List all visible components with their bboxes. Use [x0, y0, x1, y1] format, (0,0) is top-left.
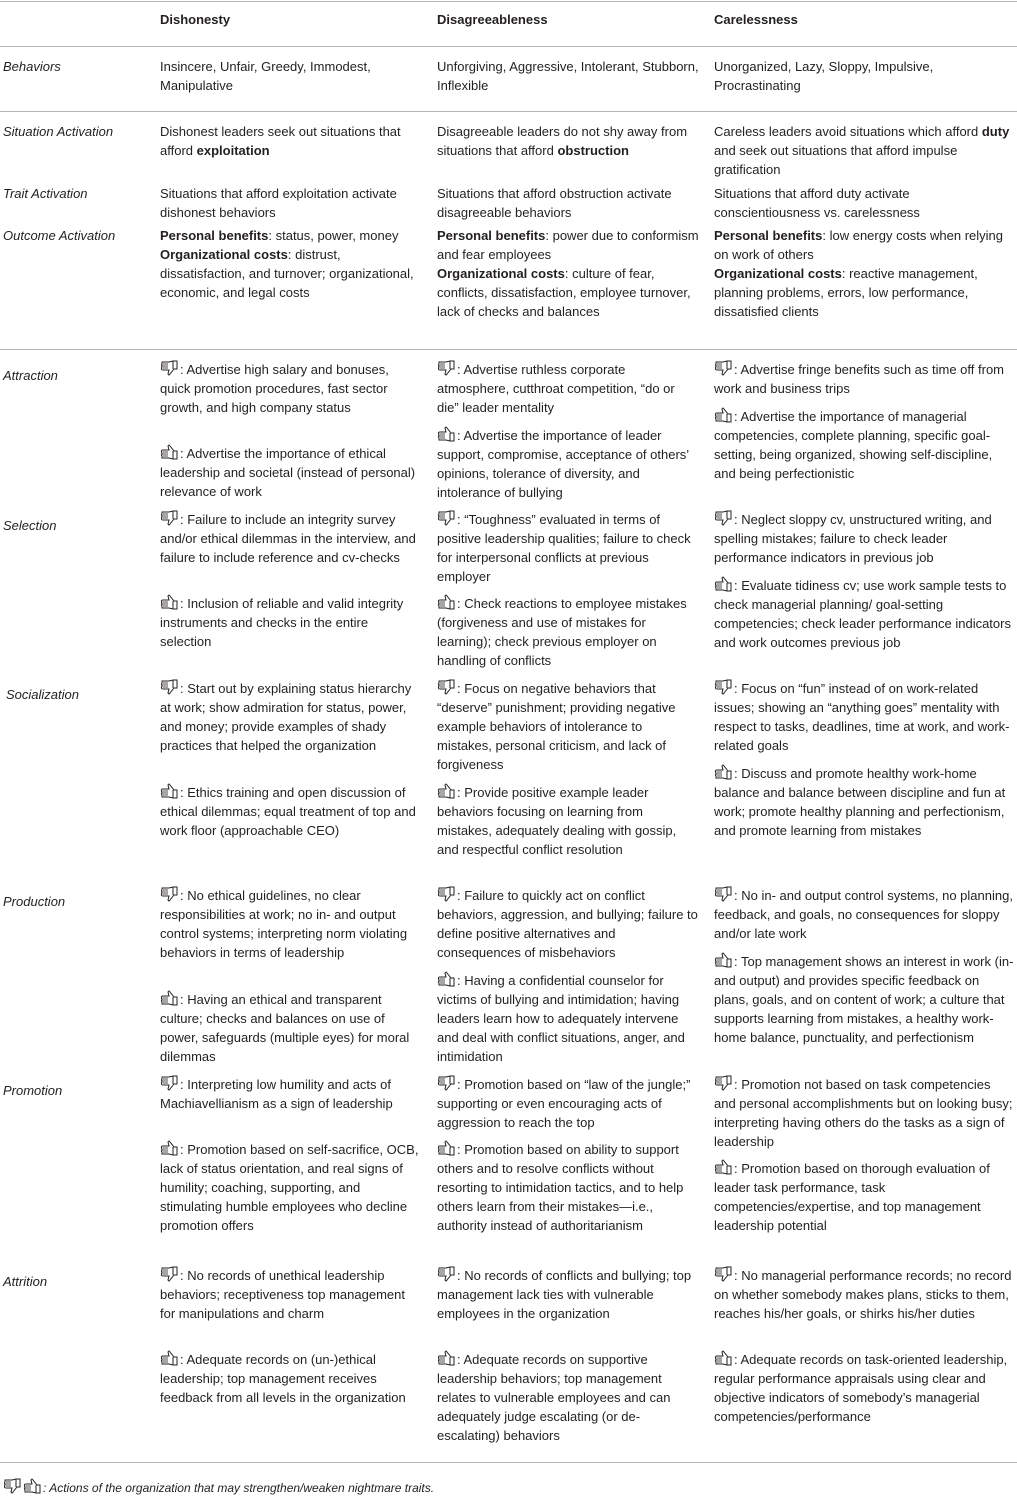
production-carelessness-down: [714, 886, 1014, 943]
promotion-carelessness-down-text: : Promotion not based on task competencies and personal accomplishments but on looking busy; interpreting having others do the tasks as a sign of leadership: [714, 1077, 1013, 1149]
thumbs-up-icon: [160, 1350, 180, 1366]
behaviors-carelessness: Unorganized, Lazy, Sloppy, Impulsive, Procrastinating: [714, 59, 934, 93]
costs-text: : distrust, dissatisfaction, and turnover; organizational, economic, and legal costs: [160, 247, 414, 300]
attraction-disagreeableness-up-text: : Advertise the importance of leader support, compromise, acceptance of others’ opinions, tolerance of diversity, and intolerance of bullying: [437, 428, 689, 500]
attrition-disagreeableness-up: [437, 1350, 699, 1445]
row-label-behaviors: Behaviors: [3, 59, 61, 74]
attraction-carelessness-up-text: : Advertise the importance of managerial competencies, complete planning, specific goal-setting, being organized, showing self-discipline, and being perfectionistic: [714, 409, 993, 481]
outcome-disagreeableness: [437, 226, 699, 321]
socialization-disagreeableness-down-text: : Focus on negative behaviors that “deserve” punishment; providing negative example behaviors of intolerance to mistakes, personal criticism, and lack of forgiveness: [437, 681, 676, 772]
costs-text: : reactive management, planning problems, errors, low performance, dissatisfied clients: [714, 266, 978, 319]
thumbs-up-icon: [160, 783, 180, 799]
production-dishonesty-down: [160, 886, 422, 962]
costs-label: Organizational costs: [714, 266, 842, 281]
thumbs-down-icon: [714, 510, 734, 526]
selection-carelessness-down-text: : Neglect sloppy cv, unstructured writing, and spelling mistakes; failure to check leader performance indicators in previous job: [714, 512, 992, 565]
situation-dishonesty-bold: exploitation: [196, 143, 270, 158]
thumbs-up-icon: [437, 783, 457, 799]
situation-dishonesty: [160, 122, 422, 160]
attrition-dishonesty-down-text: : No records of unethical leadership behaviors; receptiveness top management for manipulations and charm: [160, 1268, 405, 1321]
attrition-disagreeableness-up-text: : Adequate records on supportive leadership behaviors; top management relates to vulnerable employees and can adequately judge escalating (or de-escalating) behaviors: [437, 1352, 671, 1443]
promotion-carelessness-up-text: : Promotion based on thorough evaluation of leader task performance, task competencies/expertise, and top management leadership potential: [714, 1161, 990, 1233]
attrition-dishonesty-up: [160, 1350, 422, 1407]
production-carelessness-down-text: : No in- and output control systems, no planning, feedback, and goals, no consequences for sloppy and/or late work: [714, 888, 1013, 941]
production-dishonesty-up-text: : Having an ethical and transparent culture; checks and balances on use of power, safeguards (multiple eyes) for moral dilemmas: [160, 992, 410, 1064]
socialization-carelessness-up-text: : Discuss and promote healthy work-home balance and balance between discipline and fun at work; promote healthy planning and perfectionism, and promote learning from mistakes: [714, 766, 1006, 838]
thumbs-down-icon: [160, 1266, 180, 1282]
row-label-production: Production: [3, 894, 66, 909]
outcome-carelessness-benefits: [714, 226, 1014, 264]
selection-dishonesty-up: [160, 594, 422, 651]
attrition-dishonesty-down: [160, 1266, 422, 1323]
promotion-disagreeableness-up: [437, 1140, 699, 1235]
thumbs-up-icon: [23, 1478, 43, 1494]
thumbs-down-icon: [160, 886, 180, 902]
promotion-carelessness-down: [714, 1075, 1014, 1151]
trait-carelessness: Situations that afford duty activate conscientiousness vs. carelessness: [714, 186, 920, 220]
selection-dishonesty-down: [160, 510, 422, 567]
thumbs-down-icon: [714, 360, 734, 376]
activation-rule: [0, 349, 1017, 350]
thumbs-up-icon: [437, 426, 457, 442]
thumbs-up-icon: [714, 576, 734, 592]
outcome-disagreeableness-benefits: [437, 226, 699, 264]
selection-dishonesty-down-text: : Failure to include an integrity survey and/or ethical dilemmas in the interview, and failure to include reference and cv-checks: [160, 512, 416, 565]
production-disagreeableness-up-text: : Having a confidential counselor for victims of bullying and intimidation; having leaders learn how to adequately intervene and deal with conflict situations, anger, and intimidation: [437, 973, 685, 1064]
socialization-dishonesty-down-text: : Start out by explaining status hierarchy at work; show admiration for status, power, and money; provide examples of shady practices that helped the organization: [160, 681, 412, 753]
situation-carelessness-pre: Careless leaders avoid situations which afford: [714, 124, 982, 139]
situation-disagreeableness: [437, 122, 699, 160]
thumbs-up-icon: [714, 1159, 734, 1175]
attrition-carelessness-down-text: : No managerial performance records; no record on whether somebody makes plans, sticks to them, reaches his/her goals, or shirks his/her duties: [714, 1268, 1012, 1321]
socialization-disagreeableness-down: [437, 679, 699, 774]
benefits-label: Personal benefits: [437, 228, 546, 243]
thumbs-up-icon: [714, 407, 734, 423]
thumbs-up-icon: [714, 764, 734, 780]
promotion-disagreeableness-up-text: : Promotion based on ability to support others and to resolve conflicts without resorting to intimidation tactics, and to help others learn from their mistakes—i.e., authority instead of authoritarianism: [437, 1142, 684, 1233]
benefits-label: Personal benefits: [160, 228, 269, 243]
attraction-disagreeableness-down-text: : Advertise ruthless corporate atmosphere, cutthroat competition, “do or die” leader mentality: [437, 362, 675, 415]
selection-disagreeableness-up-text: : Check reactions to employee mistakes (forgiveness and use of mistakes for learning); check previous employer on handling of conflicts: [437, 596, 687, 668]
behaviors-disagreeableness: Unforgiving, Aggressive, Intolerant, Stubborn, Inflexible: [437, 59, 699, 93]
costs-text: : culture of fear, conflicts, dissatisfaction, employee turnover, lack of checks and balances: [437, 266, 691, 319]
production-dishonesty-up: [160, 990, 422, 1066]
row-label-outcome-activation: Outcome Activation: [3, 228, 116, 243]
row-label-attraction: Attraction: [3, 368, 58, 383]
thumbs-down-icon: [437, 360, 457, 376]
promotion-disagreeableness-down: [437, 1075, 699, 1132]
socialization-dishonesty-down: [160, 679, 422, 755]
row-label-attrition: Attrition: [3, 1274, 48, 1289]
benefits-text: : status, power, money: [268, 228, 399, 243]
outcome-dishonesty-costs: [160, 245, 422, 302]
benefits-text: : low energy costs when relying on work of others: [714, 228, 1004, 262]
promotion-carelessness-up: [714, 1159, 1014, 1235]
thumbs-down-icon: [714, 886, 734, 902]
attraction-carelessness-up: [714, 407, 1014, 483]
attrition-disagreeableness-down-text: : No records of conflicts and bullying; top management lack ties with vulnerable employees in the organization: [437, 1268, 692, 1321]
production-dishonesty-down-text: : No ethical guidelines, no clear responsibilities at work; no in- and output control systems; interpreting norm violating behaviors in terms of leadership: [160, 888, 408, 960]
thumbs-down-icon: [437, 1075, 457, 1091]
trait-dishonesty: Situations that afford exploitation activate dishonest behaviors: [160, 186, 397, 220]
promotion-dishonesty-down: [160, 1075, 422, 1113]
thumbs-down-icon: [714, 1266, 734, 1282]
situation-carelessness-post: and seek out situations that afford impulse gratification: [714, 143, 958, 177]
row-label-selection: Selection: [3, 518, 57, 533]
situation-disagreeableness-bold: obstruction: [557, 143, 629, 158]
promotion-dishonesty-up-text: : Promotion based on self-sacrifice, OCB, lack of status orientation, and real signs of humility; coaching, supporting, and stimulating humble employees who decline promotion offers: [160, 1142, 419, 1233]
selection-dishonesty-up-text: : Inclusion of reliable and valid integrity instruments and checks in the entire selection: [160, 596, 404, 649]
outcome-disagreeableness-costs: [437, 264, 699, 321]
benefits-text: : power due to conformism and fear employees: [437, 228, 699, 262]
thumbs-down-icon: [437, 1266, 457, 1282]
thumbs-up-icon: [160, 990, 180, 1006]
trait-disagreeableness: Situations that afford obstruction activate disagreeable behaviors: [437, 186, 672, 220]
header-carelessness: Carelessness: [714, 12, 798, 27]
socialization-carelessness-up: [714, 764, 1014, 840]
costs-label: Organizational costs: [437, 266, 565, 281]
attrition-carelessness-up: [714, 1350, 1014, 1426]
selection-carelessness-up: [714, 576, 1014, 652]
situation-dishonesty-text: Dishonest leaders seek out situations that afford: [160, 124, 401, 158]
header-rule: [0, 46, 1017, 47]
thumbs-down-icon: [160, 360, 180, 376]
row-label-situation-activation: Situation Activation: [3, 124, 114, 139]
header-disagreeableness: Disagreeableness: [437, 12, 548, 27]
promotion-disagreeableness-down-text: : Promotion based on “law of the jungle;” supporting or even encouraging acts of aggression to reach the top: [437, 1077, 691, 1130]
thumbs-up-icon: [437, 971, 457, 987]
thumbs-down-icon: [160, 510, 180, 526]
production-carelessness-up-text: : Top management shows an interest in work (in- and output) and provides specific feedback on plans, goals, and on content of work; a culture that supports learning from mistakes, a healthy work-home balance, punctuality, and perfectionism: [714, 954, 1014, 1045]
attrition-disagreeableness-down: [437, 1266, 699, 1323]
promotion-dishonesty-up: [160, 1140, 422, 1235]
thumbs-down-icon: [160, 679, 180, 695]
footnote-text: : Actions of the organization that may strengthen/weaken nightmare traits.: [43, 1481, 435, 1495]
attrition-carelessness-up-text: : Adequate records on task-oriented leadership, regular performance appraisals using clear and objective indicators of somebody’s managerial competencies/performance: [714, 1352, 1008, 1424]
production-disagreeableness-down-text: : Failure to quickly act on conflict behaviors, aggression, and bullying; failure to define positive alternatives and consequences of misbehaviors: [437, 888, 698, 960]
situation-carelessness: [714, 122, 1014, 179]
thumbs-down-icon: [714, 679, 734, 695]
production-carelessness-up: [714, 952, 1014, 1047]
thumbs-down-icon: [437, 679, 457, 695]
production-disagreeableness-down: [437, 886, 699, 962]
thumbs-up-icon: [714, 1350, 734, 1366]
attraction-disagreeableness-up: [437, 426, 699, 502]
socialization-carelessness-down: [714, 679, 1014, 755]
behaviors-rule: [0, 111, 1017, 112]
selection-disagreeableness-up: [437, 594, 699, 670]
thumbs-up-icon: [160, 594, 180, 610]
benefits-label: Personal benefits: [714, 228, 823, 243]
thumbs-up-icon: [437, 1140, 457, 1156]
thumbs-down-icon: [160, 1075, 180, 1091]
attraction-dishonesty-down: [160, 360, 422, 417]
attraction-carelessness-down-text: : Advertise fringe benefits such as time off from work and business trips: [714, 362, 1004, 396]
thumbs-up-icon: [437, 594, 457, 610]
costs-label: Organizational costs: [160, 247, 288, 262]
top-rule: [0, 1, 1017, 2]
thumbs-down-icon: [714, 1075, 734, 1091]
attrition-dishonesty-up-text: : Adequate records on (un-)ethical leadership; top management receives feedback from all levels in the organization: [160, 1352, 406, 1405]
thumbs-up-icon: [437, 1350, 457, 1366]
thumbs-down-icon: [437, 510, 457, 526]
attraction-dishonesty-down-text: : Advertise high salary and bonuses, quick promotion procedures, fast sector growth, and high company status: [160, 362, 389, 415]
selection-carelessness-down: [714, 510, 1014, 567]
socialization-disagreeableness-up-text: : Provide positive example leader behaviors focusing on learning from mistakes, adequately dealing with gossip, and respectful conflict resolution: [437, 785, 677, 857]
behaviors-dishonesty: Insincere, Unfair, Greedy, Immodest, Manipulative: [160, 59, 371, 93]
thumbs-up-icon: [714, 952, 734, 968]
socialization-disagreeableness-up: [437, 783, 699, 859]
attraction-carelessness-down: [714, 360, 1014, 398]
row-label-trait-activation: Trait Activation: [3, 186, 88, 201]
situation-disagreeableness-text: Disagreeable leaders do not shy away from situations that afford: [437, 124, 688, 158]
outcome-carelessness: [714, 226, 1014, 321]
row-label-promotion: Promotion: [3, 1083, 63, 1098]
thumbs-down-icon: [437, 886, 457, 902]
attrition-carelessness-down: [714, 1266, 1014, 1323]
header-dishonesty: Dishonesty: [160, 12, 231, 27]
selection-disagreeableness-down-text: : “Toughness” evaluated in terms of positive leadership qualities; failure to check for interpersonal conflicts at previous employer: [437, 512, 691, 584]
thumbs-up-icon: [160, 444, 180, 460]
row-label-socialization: Socialization: [6, 687, 79, 702]
bottom-rule: [0, 1462, 1017, 1463]
outcome-dishonesty-benefits: [160, 226, 422, 245]
attraction-dishonesty-up: [160, 444, 422, 501]
outcome-dishonesty: [160, 226, 422, 302]
selection-disagreeableness-down: [437, 510, 699, 586]
attraction-disagreeableness-down: [437, 360, 699, 417]
table-footnote: [3, 1478, 434, 1498]
attraction-dishonesty-up-text: : Advertise the importance of ethical leadership and societal (instead of personal) relevance of work: [160, 446, 416, 499]
socialization-dishonesty-up-text: : Ethics training and open discussion of ethical dilemmas; equal treatment of top and work floor (approachable CEO): [160, 785, 416, 838]
promotion-dishonesty-down-text: : Interpreting low humility and acts of Machiavellianism as a sign of leadership: [160, 1077, 393, 1111]
production-disagreeableness-up: [437, 971, 699, 1066]
thumbs-down-icon: [3, 1478, 23, 1494]
socialization-carelessness-down-text: : Focus on “fun” instead of on work-related issues; showing an “anything goes” mentality with respect to tasks, deadlines, time at work, and work-related goals: [714, 681, 1010, 753]
outcome-carelessness-costs: [714, 264, 1014, 321]
thumbs-up-icon: [160, 1140, 180, 1156]
selection-carelessness-up-text: : Evaluate tidiness cv; use work sample tests to check managerial planning/ goal-setting competencies; check leader performance indicators and work outcomes previous job: [714, 578, 1011, 650]
situation-carelessness-bold: duty: [981, 124, 1010, 139]
socialization-dishonesty-up: [160, 783, 422, 840]
